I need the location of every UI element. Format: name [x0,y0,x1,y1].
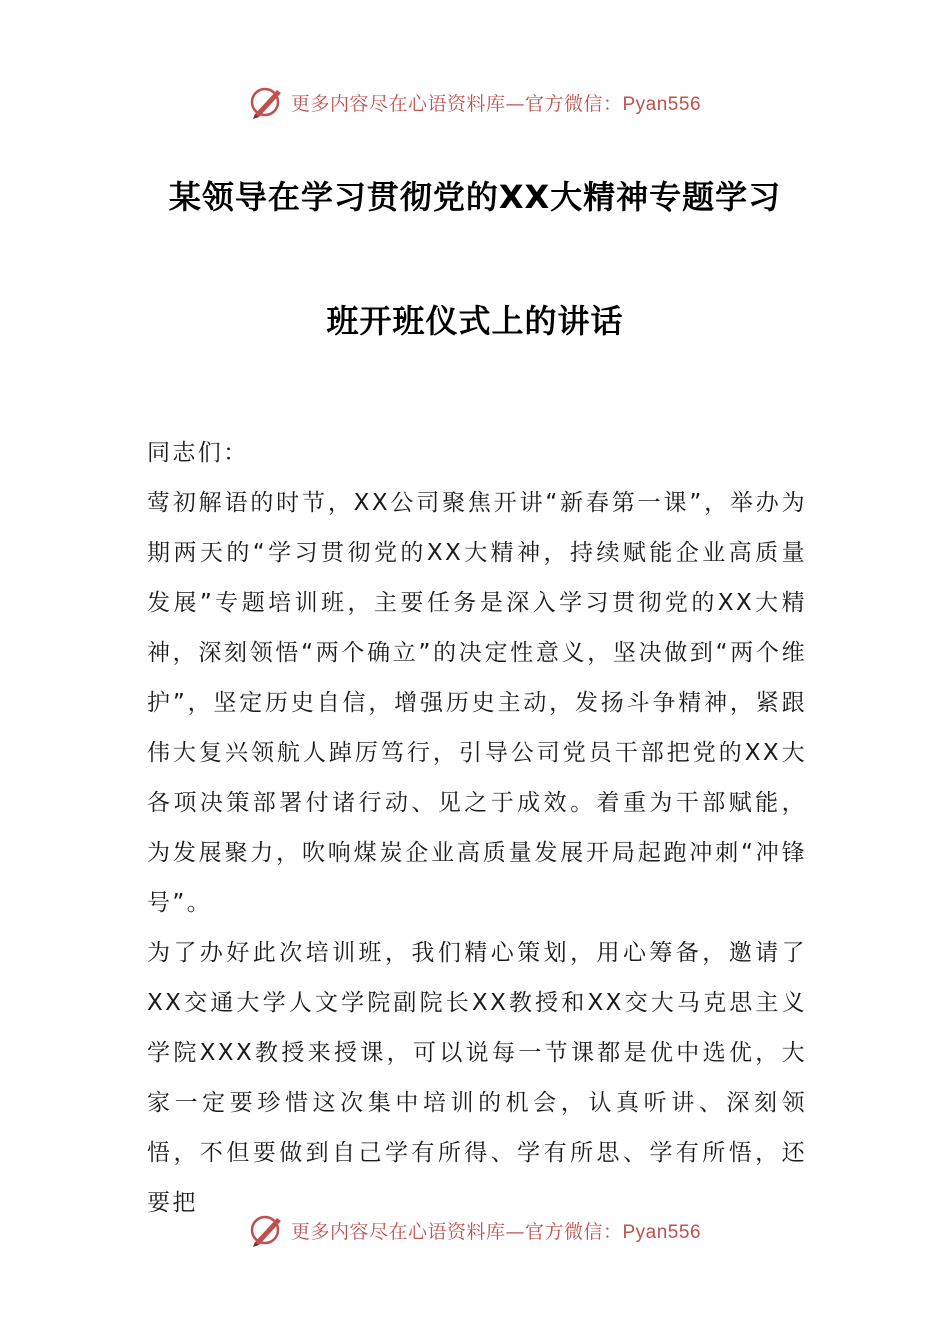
header-watermark-banner [0,82,950,122]
pen-logo-icon [249,84,285,120]
footer-wechat-account: Pyan556 [622,1221,702,1243]
pen-logo-icon [249,1212,285,1248]
header-watermark-text: 更多内容尽在心语资料库—官方微信：Pyan556 [290,92,702,115]
body-paragraph: 为了办好此次培训班，我们精心策划，用心筹备，邀请了XX交通大学人文学院副院长XX教授和XX交大马克思主义学院XXX教授来授课，可以说每一节课都是优中选优，大家一定要珍惜这次集中培训的机会，认真听讲、深刻领悟，不但要做到自己学有所得、学有所思、学有所悟，还要把 [147,940,807,1216]
header-wechat-account: Pyan556 [622,93,702,115]
document-body [147,428,807,1228]
document-title-line-2: 班开班仪式上的讲话 [326,302,624,340]
document-title-line-1: 某领导在学习贯彻党的XX大精神专题学习 [168,178,782,216]
footer-watermark-banner [0,1210,950,1250]
greeting: 同志们： [147,440,249,466]
body-paragraph: 莺初解语的时节，XX公司聚焦开讲“新春第一课”，举办为期两天的“学习贯彻党的XX大精神，持续赋能企业高质量发展”专题培训班，主要任务是深入学习贯彻党的XX大精神，深刻领悟“两个确立”的决定性意义，坚决做到“两个维护”，坚定历史自信，增强历史主动，发扬斗争精神，紧跟伟大复兴领航人踔厉笃行，引导公司党员干部把党的XX大各项决策部署付诸行动、见之于成效。着重为干部赋能，为发展聚力，吹响煤炭企业高质量发展开局起跑冲刺“冲锋号”。 [147,490,807,916]
footer-watermark-text: 更多内容尽在心语资料库—官方微信：Pyan556 [290,1220,702,1243]
